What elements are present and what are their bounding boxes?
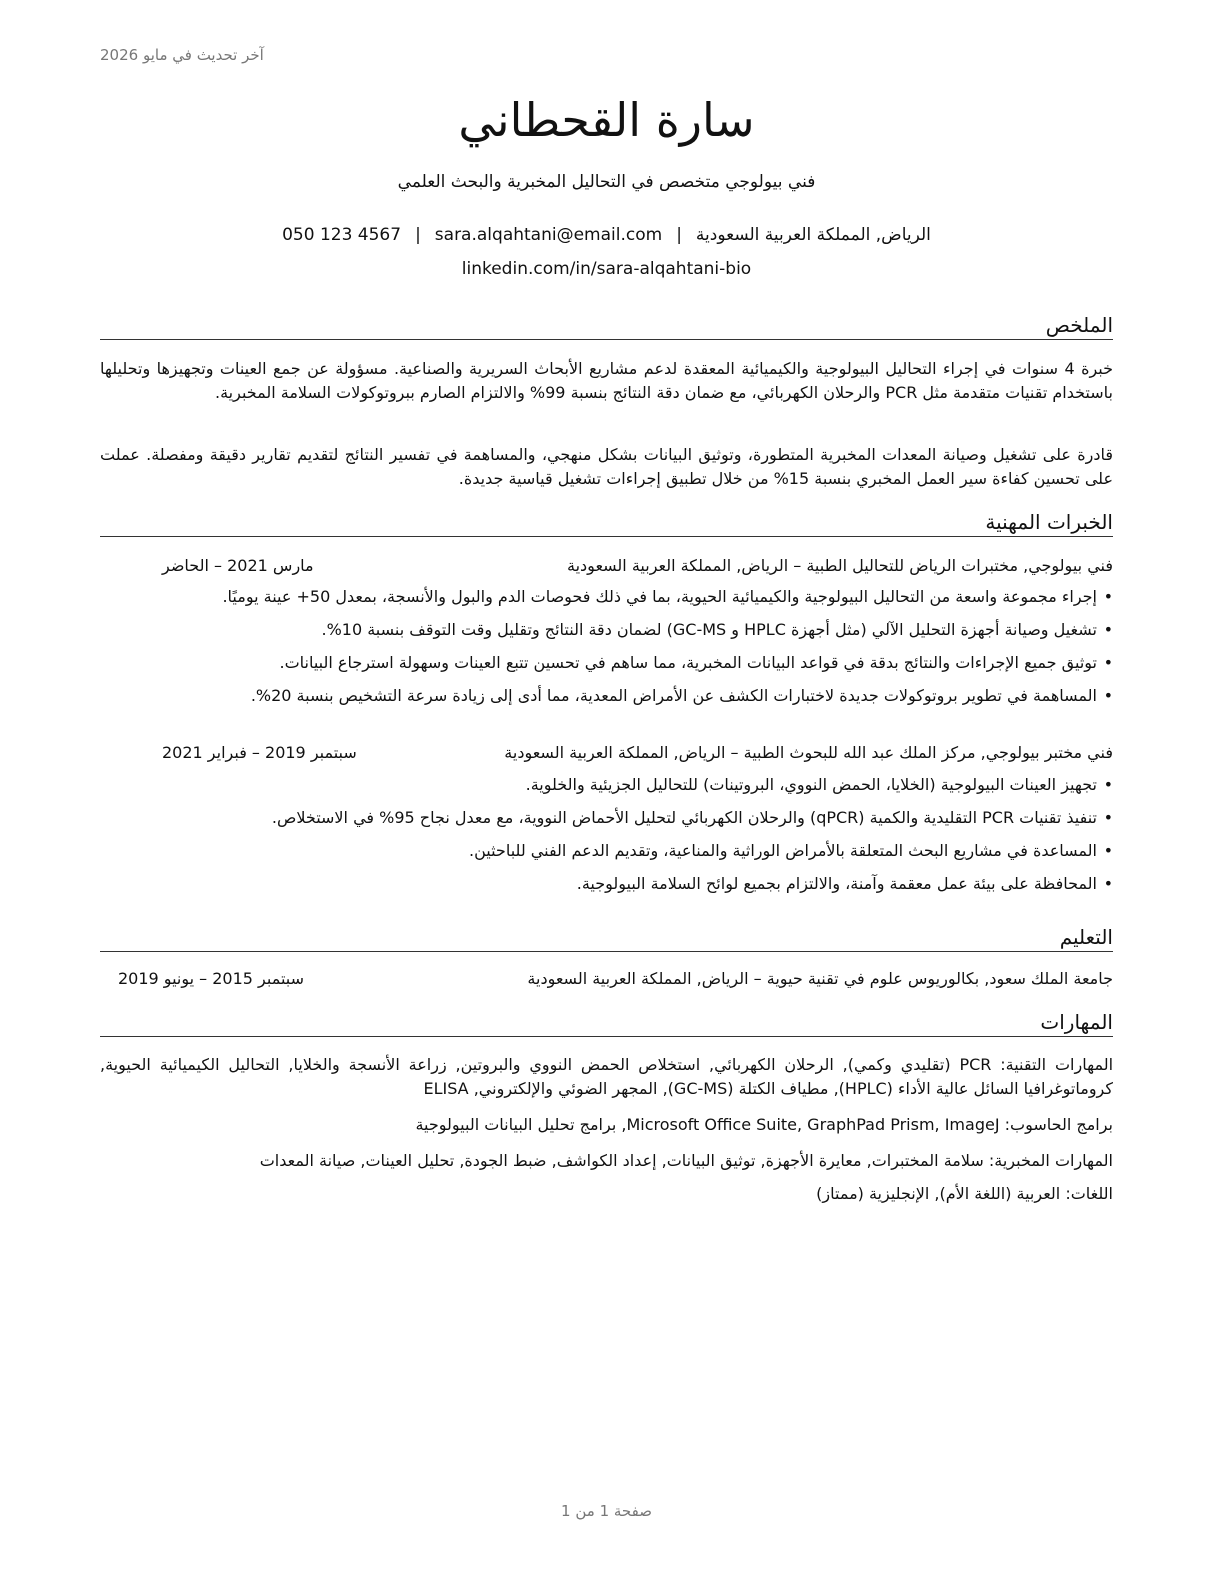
job-heading: [100, 740, 1113, 766]
job-bullet: • إجراء مجموعة واسعة من التحاليل البيولوجية والكيميائية الحيوية، بما في ذلك فحوصات الدم والبول والأنسجة، بمعدل 50+ عينة يوميًا.: [100, 585, 1113, 618]
resume-page: [100, 0, 1113, 1584]
summary-section-title: الملخص: [100, 312, 1113, 340]
job-bullet: • تجهيز العينات البيولوجية (الخلايا، الحمض النووي، البروتينات) للتحاليل الجزيئية والخلوية.: [100, 773, 1113, 806]
job-bullet: • المحافظة على بيئة عمل معقمة وآمنة، والالتزام بجميع لوائح السلامة البيولوجية.: [100, 872, 1113, 905]
page-number-footer: صفحة 1 من 1: [561, 1502, 652, 1520]
candidate-name: سارة القحطاني: [458, 93, 755, 147]
job-heading: [100, 553, 1113, 579]
last-updated-note: آخر تحديث في مايو 2026: [100, 46, 264, 64]
education-heading: [100, 966, 1113, 992]
skills-section-title: المهارات: [100, 1009, 1113, 1037]
job-bullets: [100, 585, 1113, 717]
candidate-tagline: فني بيولوجي متخصص في التحاليل المخبرية والبحث العلمي: [397, 172, 816, 192]
summary-paragraph: قادرة على تشغيل وصيانة المعدات المخبرية المتطورة، وتوثيق البيانات بشكل منهجي، والمساهمة في تفسير النتائج لتقديم تقارير دقيقة ومفصلة. عملت على تحسين كفاءة سير العمل المخبري بنسبة 15% من خلال تطبيق إجراءات تشغيل قياسية جديدة.: [100, 445, 1113, 488]
job-dates: سبتمبر 2019 – فبراير 2021: [162, 743, 357, 762]
education-degree: جامعة الملك سعود, بكالوريوس علوم في تقنية حيوية – الرياض, المملكة العربية السعودية: [527, 969, 1113, 988]
skills-lab: المهارات المخبرية: سلامة المختبرات, معايرة الأجهزة, توثيق البيانات, إعداد الكواشف, ضبط الجودة, تحليل العينات, صيانة المعدات: [259, 1151, 1113, 1170]
experience-section-title: الخبرات المهنية: [100, 509, 1113, 537]
job-title: فني بيولوجي, مختبرات الرياض للتحاليل الطبية – الرياض, المملكة العربية السعودية: [567, 556, 1113, 575]
job-dates: مارس 2021 – الحاضر: [162, 556, 314, 575]
contact-separator: |: [676, 225, 682, 245]
job-bullet: • تشغيل وصيانة أجهزة التحليل الآلي (مثل أجهزة HPLC و GC-MS) لضمان دقة النتائج وتقليل وقت التوقف بنسبة 10%.: [100, 618, 1113, 651]
skills-software: برامج الحاسوب: Microsoft Office Suite, GraphPad Prism, ImageJ, برامج تحليل البيانات البيولوجية: [415, 1115, 1113, 1134]
contact-email[interactable]: sara.alqahtani@email.com: [434, 225, 663, 245]
job-title: فني مختبر بيولوجي, مركز الملك عبد الله للبحوث الطبية – الرياض, المملكة العربية السعودية: [504, 743, 1113, 762]
skills-technical: المهارات التقنية: PCR (تقليدي وكمي), الرحلان الكهربائي, استخلاص الحمض النووي والبروتين, زراعة الأنسجة والخلايا, التحاليل الكيميائية الحيوية, كروماتوغرافيا السائل عالية الأداء (HPLC), مطياف الكتلة (GC-MS), المجهر الضوئي والإلكتروني, ELISA: [100, 1055, 1114, 1098]
education-section-title: التعليم: [100, 924, 1113, 952]
education-dates: سبتمبر 2015 – يونيو 2019: [118, 969, 305, 988]
summary-paragraph: خبرة 4 سنوات في إجراء التحاليل البيولوجية والكيميائية المعقدة لدعم مشاريع الأبحاث السريرية والصناعية. مسؤولة عن جمع العينات وتجهيزها وتحليلها باستخدام تقنيات متقدمة مثل PCR والرحلان الكهربائي، مع ضمان دقة النتائج بنسبة 99% والالتزام الصارم ببروتوكولات السلامة المخبرية.: [100, 359, 1114, 402]
contact-phone: 050 123 4567: [282, 225, 402, 245]
skills-languages: اللغات: العربية (اللغة الأم), الإنجليزية (ممتاز): [816, 1184, 1113, 1203]
job-bullet: • المساعدة في مشاريع البحث المتعلقة بالأمراض الوراثية والمناعية، وتقديم الدعم الفني للباحثين.: [100, 839, 1113, 872]
job-bullet: • توثيق جميع الإجراءات والنتائج بدقة في قواعد البيانات المخبرية، مما ساهم في تحسين تتبع العينات وسهولة استرجاع البيانات.: [100, 651, 1113, 684]
contact-line: [100, 223, 1113, 247]
contact-location: الرياض, المملكة العربية السعودية: [695, 225, 931, 245]
contact-linkedin[interactable]: linkedin.com/in/sara-alqahtani-bio: [461, 259, 752, 279]
job-bullets: [100, 773, 1113, 905]
contact-separator: |: [415, 225, 421, 245]
job-bullet: • المساهمة في تطوير بروتوكولات جديدة لاختبارات الكشف عن الأمراض المعدية، مما أدى إلى زيادة سرعة التشخيص بنسبة 20%.: [100, 684, 1113, 717]
job-bullet: • تنفيذ تقنيات PCR التقليدية والكمية (qPCR) والرحلان الكهربائي لتحليل الأحماض النووية، مع معدل نجاح 95% في الاستخلاص.: [100, 806, 1113, 839]
